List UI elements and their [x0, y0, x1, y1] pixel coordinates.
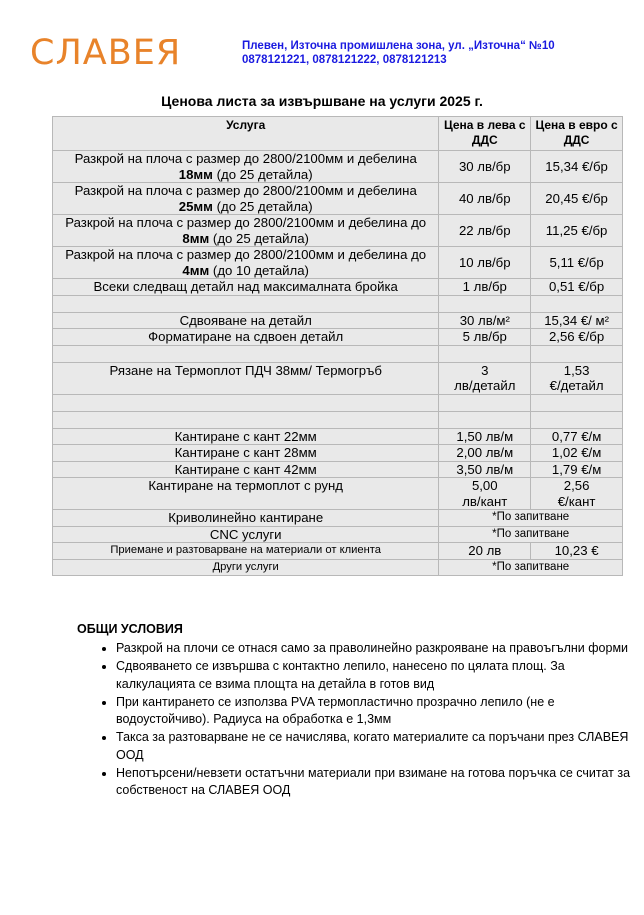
- price-eur-cell: 2,56 €/бр: [531, 329, 623, 346]
- table-row: [53, 543, 623, 560]
- table-row: [53, 362, 623, 394]
- table-row: [53, 526, 623, 543]
- price-bgn-cell: 5 лв/бр: [439, 329, 531, 346]
- service-cell: Криволинейно кантиране: [53, 510, 439, 527]
- price-bgn-cell: 1,50 лв/м: [439, 428, 531, 445]
- conditions-list: [62, 640, 636, 801]
- service-cell: Кантиране с кант 28мм: [53, 445, 439, 462]
- service-cell: Други услуги: [53, 559, 439, 576]
- phone-numbers: 0878121221, 0878121222, 0878121213: [242, 54, 447, 66]
- service-cell: Всеки следващ детайл над максималната бройка: [53, 279, 439, 296]
- service-cell: Рязане на Термоплот ПДЧ 38мм/ Термогръб: [53, 362, 439, 394]
- price-eur-cell: 15,34 €/ м²: [531, 312, 623, 329]
- spacer-row: [53, 411, 623, 428]
- price-bgn-cell: 20 лв: [439, 543, 531, 560]
- spacer-row: [53, 394, 623, 411]
- price-bgn-cell: 2,00 лв/м: [439, 445, 531, 462]
- service-cell: Разкрой на плоча с размер до 2800/2100мм и дебелина 25мм (до 25 детайла): [53, 183, 439, 215]
- service-cell: Кантиране на термоплот с рунд: [53, 478, 439, 510]
- contact-info: [242, 39, 555, 67]
- address: Плевен, Източна промишлена зона, ул. „Източна“ №10: [242, 40, 555, 52]
- table-row: [53, 279, 623, 296]
- price-eur-cell: 10,23 €: [531, 543, 623, 560]
- price-bgn-cell: 3,50 лв/м: [439, 461, 531, 478]
- price-bgn-cell: 40 лв/бр: [439, 183, 531, 215]
- service-cell: Разкрой на плоча с размер до 2800/2100мм и дебелина до 4мм (до 10 детайла): [53, 247, 439, 279]
- price-bgn-cell: 1 лв/бр: [439, 279, 531, 296]
- service-cell: Разкрой на плоча с размер до 2800/2100мм и дебелина 18мм (до 25 детайла): [53, 151, 439, 183]
- table-row: [53, 329, 623, 346]
- price-eur-cell: 20,45 €/бр: [531, 183, 623, 215]
- price-eur-cell: 1,02 €/м: [531, 445, 623, 462]
- table-row: [53, 461, 623, 478]
- header-price-bgn: Цена в лева с ДДС: [439, 117, 531, 151]
- service-cell: Кантиране с кант 22мм: [53, 428, 439, 445]
- price-eur-cell: 0,77 €/м: [531, 428, 623, 445]
- table-row: [53, 510, 623, 527]
- list-item: • Сдвояването се извършва с контактно лепило, нанесено по цялата площ. За калкулацията се взима площта на детайла в готов вид: [116, 658, 636, 693]
- price-eur-cell: 5,11 €/бр: [531, 247, 623, 279]
- service-cell: CNC услуги: [53, 526, 439, 543]
- header-service: Услуга: [53, 117, 439, 151]
- price-on-request-cell: *По запитване: [439, 559, 623, 576]
- price-bgn-cell: 22 лв/бр: [439, 215, 531, 247]
- conditions-title: ОБЩИ УСЛОВИЯ: [77, 622, 183, 636]
- price-on-request-cell: *По запитване: [439, 526, 623, 543]
- price-eur-cell: 1,53 €/детайл: [531, 362, 623, 394]
- list-item: • Такса за разтоварване не се начислява, когато материалите са поръчани през СЛАВЕЯ ООД: [116, 729, 636, 764]
- table-row: [53, 445, 623, 462]
- price-on-request-cell: *По запитване: [439, 510, 623, 527]
- price-eur-cell: 1,79 €/м: [531, 461, 623, 478]
- service-cell: Приемане и разтоварване на материали от клиента: [53, 543, 439, 560]
- table-row: [53, 312, 623, 329]
- table-row: [53, 478, 623, 510]
- price-eur-cell: 11,25 €/бр: [531, 215, 623, 247]
- list-item: • При кантирането се използва PVA термопластично прозрачно лепило (не е водоустойчиво). Радиуса на обработка е 1,3мм: [116, 694, 636, 729]
- price-eur-cell: 2,56 €/кант: [531, 478, 623, 510]
- table-row: [53, 151, 623, 183]
- spacer-row: [53, 345, 623, 362]
- price-bgn-cell: 30 лв/м²: [439, 312, 531, 329]
- table-row: [53, 428, 623, 445]
- price-bgn-cell: 30 лв/бр: [439, 151, 531, 183]
- list-item: • Разкрой на плочи се отнася само за праволинейно разкрояване на правоъгълни форми: [116, 640, 636, 657]
- service-cell: Форматиране на сдвоен детайл: [53, 329, 439, 346]
- page-title: Ценова листа за извършване на услуги 2025 г.: [161, 93, 483, 109]
- table-row: [53, 559, 623, 576]
- service-cell: Кантиране с кант 42мм: [53, 461, 439, 478]
- price-table: [52, 116, 623, 576]
- service-cell: Сдвояване на детайл: [53, 312, 439, 329]
- table-row: [53, 215, 623, 247]
- company-logo: СЛАВЕЯ: [30, 33, 182, 73]
- price-bgn-cell: 3 лв/детайл: [439, 362, 531, 394]
- header-price-eur: Цена в евро с ДДС: [531, 117, 623, 151]
- list-item: • Непотърсени/невзети остатъчни материали при взимане на готова поръчка се считат за собственост на СЛАВЕЯ ООД: [116, 765, 636, 800]
- price-bgn-cell: 10 лв/бр: [439, 247, 531, 279]
- table-row: [53, 247, 623, 279]
- table-header-row: [53, 117, 623, 151]
- price-eur-cell: 15,34 €/бр: [531, 151, 623, 183]
- table-row: [53, 183, 623, 215]
- service-cell: Разкрой на плоча с размер до 2800/2100мм и дебелина до 8мм (до 25 детайла): [53, 215, 439, 247]
- spacer-row: [53, 295, 623, 312]
- price-eur-cell: 0,51 €/бр: [531, 279, 623, 296]
- price-bgn-cell: 5,00 лв/кант: [439, 478, 531, 510]
